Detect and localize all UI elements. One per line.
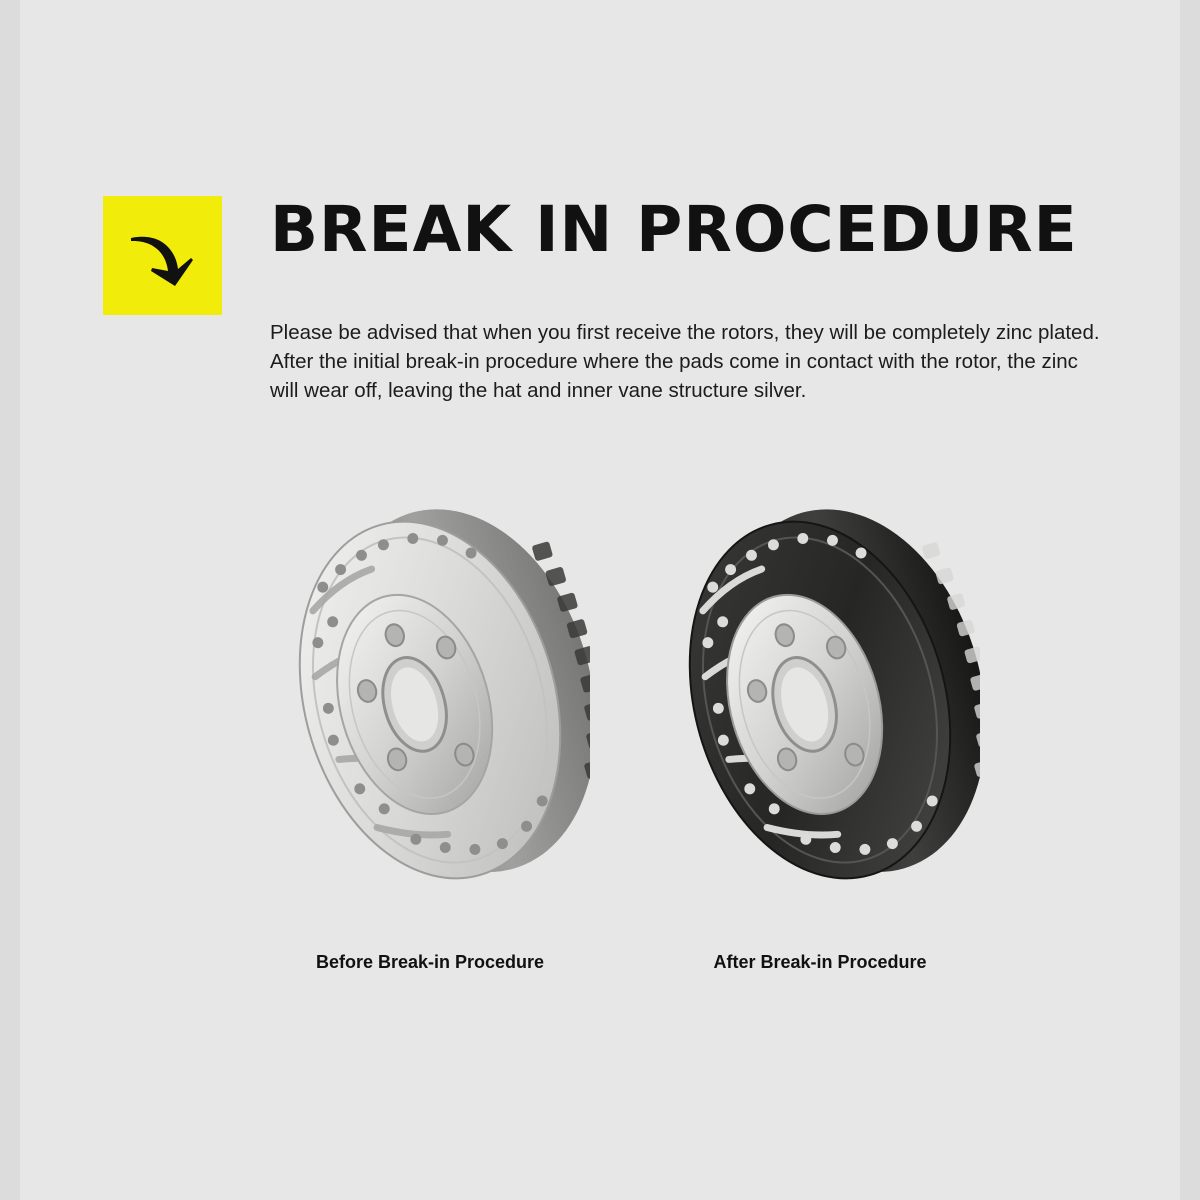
figure-before (270, 490, 590, 1010)
background-band-right (1180, 0, 1200, 1200)
background-band-left (0, 0, 20, 1200)
intro-paragraph: Please be advised that when you first receive the rotors, they will be completely zinc plated. After the initial break-in procedure where the pads come in contact with the rotor, the zinc will wear off, leaving the hat and inner vane structure silver. (270, 321, 1100, 402)
page-header (103, 193, 1113, 316)
page-title: BREAK IN PROCEDURE (270, 193, 1078, 266)
brake-rotor-zinc-plated-image (270, 490, 590, 930)
figure-caption-after: After Break-in Procedure (713, 952, 927, 972)
attention-badge (103, 196, 222, 315)
brake-rotor-worn-in-image (660, 490, 980, 930)
figure-group (230, 490, 990, 1010)
figure-caption-before: Before Break-in Procedure (315, 952, 545, 972)
figure-after (660, 490, 980, 1010)
curved-down-arrow-icon (123, 216, 203, 296)
